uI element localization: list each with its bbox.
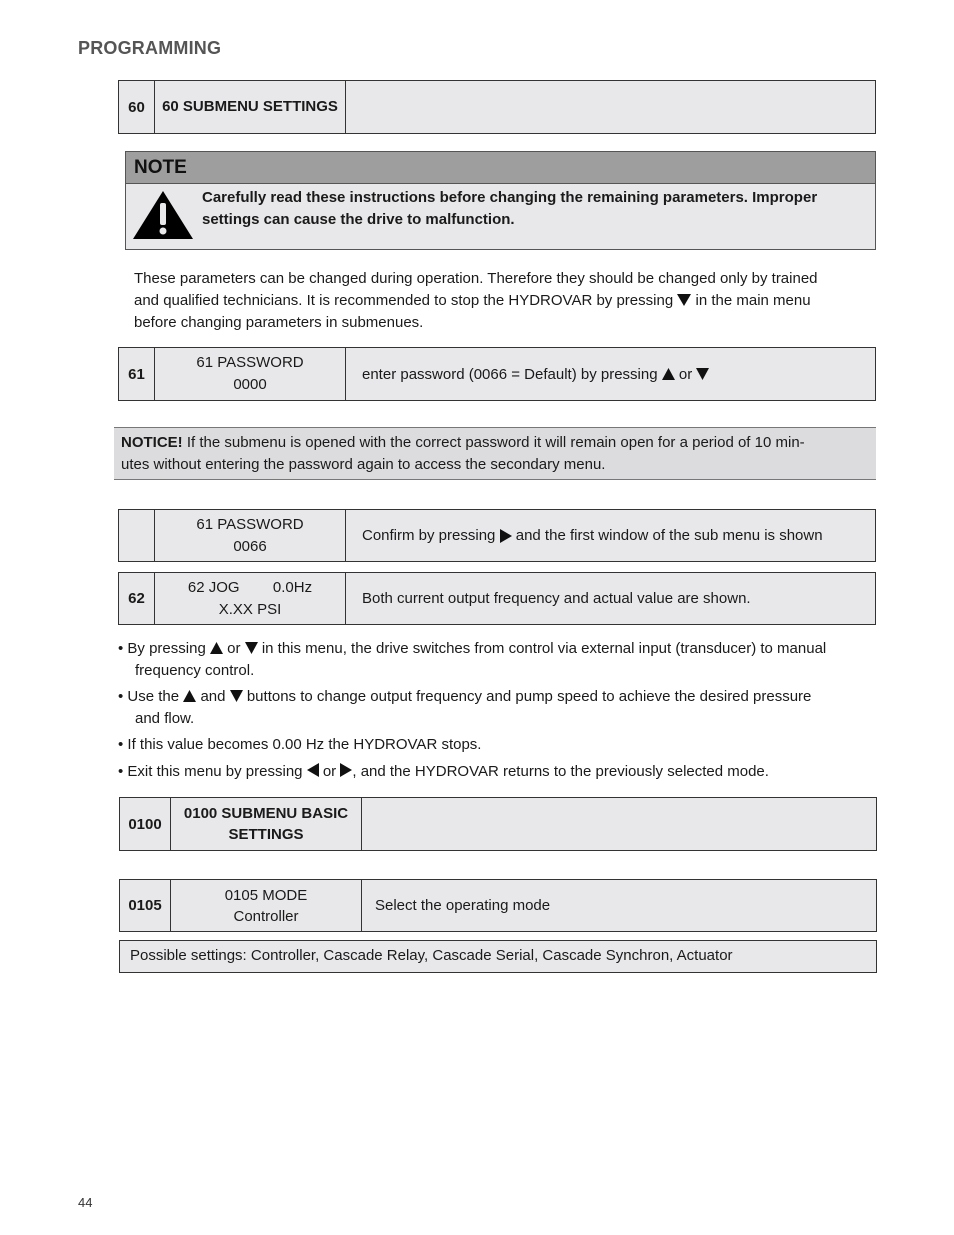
param-name xyxy=(171,880,362,931)
list-item: • If this value becomes 0.00 Hz the HYDROVAR stops. xyxy=(118,736,482,753)
param-name-line: 61 PASSWORD xyxy=(196,354,304,371)
param-description xyxy=(346,510,875,561)
param-value: 0000 xyxy=(233,376,267,393)
intro-line: These parameters can be changed during operation. Therefore they should be changed only by trained xyxy=(134,270,818,287)
note-title: NOTE xyxy=(126,152,875,184)
param-name-line: SETTINGS xyxy=(228,826,304,843)
intro-line: before changing parameters in submenues. xyxy=(134,314,424,331)
right-arrow-icon xyxy=(500,529,512,543)
param-description: Select the operating mode xyxy=(375,897,551,914)
param-name xyxy=(155,348,346,400)
param-row-60 xyxy=(118,80,876,134)
bullet-text: in this menu, the drive switches from control via external input (transducer) to manual xyxy=(261,640,827,657)
param-name-text: 60 SUBMENU SETTINGS xyxy=(162,98,338,115)
bullet-text: buttons to change output frequency and pump speed to achieve the desired pressure xyxy=(246,688,812,705)
notice-line: utes without entering the password again to access the secondary menu. xyxy=(121,456,606,473)
page-number: 44 xyxy=(78,1195,93,1210)
param-name-line: 0105 MODE xyxy=(224,886,308,904)
param-row-61 xyxy=(118,347,876,401)
desc-text: or xyxy=(678,365,693,383)
param-row-62 xyxy=(118,572,876,625)
param-row-0105 xyxy=(119,879,877,932)
section-title: PROGRAMMING xyxy=(78,38,222,58)
param-number: 61 xyxy=(119,348,155,400)
param-row-61-confirm xyxy=(118,509,876,562)
note-text-line: Carefully read these instructions before changing the remaining parameters. Improper xyxy=(202,189,818,206)
possible-settings: Possible settings: Controller, Cascade Relay, Cascade Serial, Cascade Synchron, Actuator xyxy=(119,940,877,973)
list-item xyxy=(118,761,878,783)
param-value: X.XX PSI xyxy=(218,600,282,618)
param-name-line: 0100 SUBMENU BASIC xyxy=(183,805,349,822)
intro-text: and qualified technicians. It is recommended to stop the HYDROVAR by pressing xyxy=(134,292,674,309)
desc-text: Confirm by pressing xyxy=(362,527,496,544)
param-name xyxy=(171,798,362,850)
param-number: 0105 xyxy=(120,880,171,931)
param-number: 62 xyxy=(119,573,155,624)
param-number: 0100 xyxy=(120,798,171,850)
param-description xyxy=(346,81,875,133)
down-arrow-icon xyxy=(677,294,691,306)
param-row-0100 xyxy=(119,797,877,851)
param-name xyxy=(155,81,346,133)
param-name-line: 62 JOG 0.0Hz xyxy=(187,578,313,596)
bullet-text: or xyxy=(227,640,241,657)
param-description: Both current output frequency and actual value are shown. xyxy=(362,590,751,607)
notice-text: If the submenu is opened with the correct password it will remain open for a period of 10 min- xyxy=(186,434,805,451)
param-description xyxy=(362,798,876,850)
intro-paragraph xyxy=(134,268,879,334)
up-arrow-icon xyxy=(183,690,196,702)
up-arrow-icon xyxy=(662,368,675,380)
bullet-continuation: and flow. xyxy=(135,710,195,727)
notice-line xyxy=(121,432,868,454)
param-name xyxy=(155,510,346,561)
param-name-line: 61 PASSWORD xyxy=(196,515,304,533)
bullet-text: • Exit this menu by pressing xyxy=(118,763,303,780)
warning-triangle-icon xyxy=(132,190,194,240)
param-number: 60 xyxy=(119,81,155,133)
desc-text: enter password (0066 = Default) by pressing xyxy=(362,365,658,383)
notice-label: NOTICE! xyxy=(121,434,183,451)
intro-line xyxy=(134,290,879,312)
note-text xyxy=(202,187,882,231)
note-box xyxy=(125,151,876,250)
up-arrow-icon xyxy=(210,642,223,654)
right-arrow-icon xyxy=(340,763,352,777)
down-arrow-icon xyxy=(230,690,243,702)
param-value: Controller xyxy=(233,907,299,925)
bullet-text: and xyxy=(200,688,226,705)
bullet-text: • Use the xyxy=(118,688,180,705)
intro-text: in the main menu xyxy=(695,292,811,309)
param-name xyxy=(155,573,346,624)
bullet-text: or xyxy=(322,763,337,780)
param-description xyxy=(346,348,875,400)
bullet-list xyxy=(118,638,878,783)
param-number xyxy=(119,510,155,561)
param-value: 0066 xyxy=(233,537,267,555)
note-text-line: settings can cause the drive to malfunction. xyxy=(202,211,515,228)
bullet-text: • By pressing xyxy=(118,640,206,657)
notice-box xyxy=(114,427,876,480)
list-item xyxy=(118,638,878,682)
down-arrow-icon xyxy=(245,642,258,654)
down-arrow-icon xyxy=(696,368,709,380)
list-item xyxy=(118,686,878,730)
bullet-continuation: frequency control. xyxy=(135,662,255,679)
left-arrow-icon xyxy=(307,763,319,777)
bullet-text: , and the HYDROVAR returns to the previously selected mode. xyxy=(352,763,769,780)
desc-text: and the first window of the sub menu is shown xyxy=(515,527,823,544)
